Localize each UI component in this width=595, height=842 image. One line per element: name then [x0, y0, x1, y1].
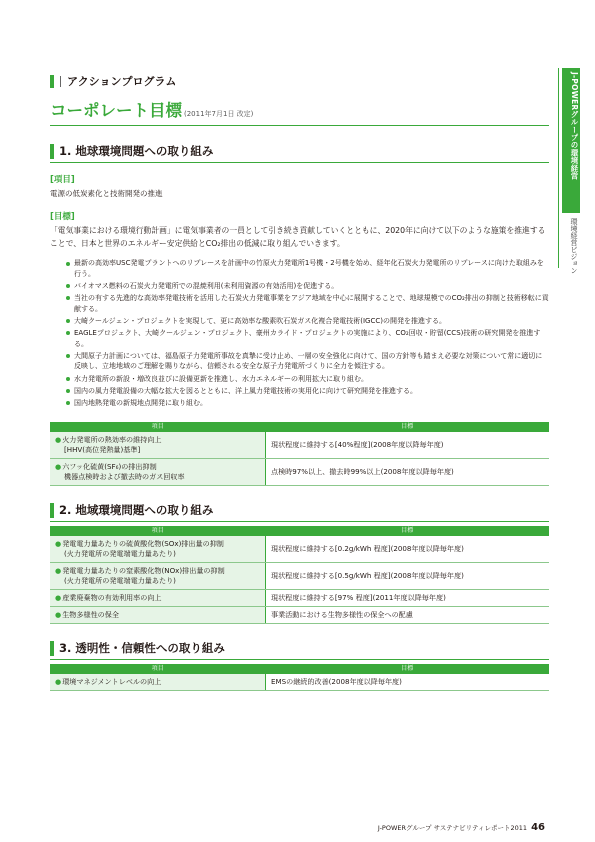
section-separator	[60, 76, 61, 87]
goal-bullet-item: 大崎クールジェン・プロジェクトを実現して、更に高効率な酸素吹石炭ガス化複合発電技術(IGCC)の開発を推進する。	[66, 316, 549, 327]
goal-bullet-item: 国内の風力発電設備の大幅な拡大を図るとともに、洋上風力発電技術の実用化に向けて研究開発を推進する。	[66, 386, 549, 397]
page-content	[50, 74, 549, 691]
page-title-note: (2011年7月1日 改定)	[184, 110, 254, 118]
table-item-line: ●産業廃棄物の有効利用率の向上	[55, 593, 162, 603]
sidebar-sub-label[interactable]: 環境経営ビジョン	[570, 218, 578, 274]
table-header-cell: 項目	[50, 422, 266, 432]
table-item-line: (火力発電所の発電端電力量あたり)	[64, 576, 176, 586]
page-title-text: コーポレート目標	[50, 101, 182, 120]
sidebar-label: J-POWERグループの環境経営	[570, 72, 579, 180]
table-item-cell	[50, 459, 266, 486]
heading-marker	[50, 503, 54, 518]
table-item-line: (火力発電所の発電端電力量あたり)	[64, 549, 176, 559]
table-row	[50, 432, 549, 459]
page-number: 46	[531, 822, 545, 833]
goal-bullet-list	[66, 258, 549, 408]
table-goal-cell: 事業活動における生物多様性の保全への配慮	[266, 607, 550, 624]
bullet-icon: ●	[55, 566, 62, 576]
heading-rule	[50, 162, 549, 163]
title-rule	[50, 125, 549, 126]
item-text: 電源の低炭素化と技術開発の推進	[50, 189, 163, 198]
table-row	[50, 607, 549, 624]
goal-bullet-item: EAGLEプロジェクト、大崎クールジェン・プロジェクト、豪州カライド・プロジェクトの実施により、CO₂回収・貯留(CCS)技術の研究開発を推進する。	[66, 328, 549, 349]
item-tag: [項目]	[50, 175, 75, 185]
section-1-heading-text: 1. 地球環境問題への取り組み	[59, 144, 214, 158]
table-row	[50, 536, 549, 563]
section-3-table	[50, 664, 549, 691]
bullet-icon: ●	[55, 677, 62, 687]
section-label	[50, 74, 549, 88]
footer-text: J-POWERグループ サステナビリティレポート2011	[377, 824, 528, 832]
goal-bullet-item: 大間原子力計画については、福島原子力発電所事故を真摯に受け止め、一層の安全強化に向けて、国の方針等も踏まえ必要な対策について常に適切に反映し、立地地域のご理解を賜りながら、信頼される安全な原子力発電所づくりに全力を傾注する。	[66, 351, 549, 372]
table-row	[50, 674, 549, 691]
table-item-cell	[50, 607, 266, 624]
bullet-icon: ●	[55, 462, 62, 472]
table-item-line: ●生物多様性の保全	[55, 610, 119, 620]
table-goal-cell: 現状程度に維持する[0.2g/kWh 程度](2008年度以降毎年度)	[266, 536, 550, 563]
bullet-icon: ●	[55, 593, 62, 603]
table-item-line: ●環境マネジメントレベルの向上	[55, 677, 162, 687]
goal-bullet-item: バイオマス燃料の石炭火力発電所での混焼利用(未利用資源の有効活用)を促進する。	[66, 281, 549, 292]
table-row	[50, 459, 549, 486]
heading-marker	[50, 641, 54, 656]
goal-bullet-item: 当社の有する先進的な高効率発電技術を活用した石炭火力発電事業をアジア地域を中心に展開することで、地球規模でのCO₂排出の抑制と技術移転に貢献する。	[66, 293, 549, 314]
section-1-table	[50, 422, 549, 486]
footer	[378, 822, 545, 833]
goal-bullet-item: 国内地熱発電の新規地点開発に取り組む。	[66, 398, 549, 409]
section-2-heading-text: 2. 地域環境問題への取り組み	[59, 503, 214, 518]
heading-rule	[50, 521, 549, 522]
table-header-cell: 項目	[50, 664, 266, 674]
heading-marker	[50, 144, 54, 159]
page-title	[50, 97, 549, 121]
table-goal-cell: 点検時97%以上、撤去時99%以上(2008年度以降毎年度)	[266, 459, 550, 486]
table-item-line: [HHV(高位発熱量)基準]	[64, 445, 141, 455]
section-3-heading	[50, 640, 549, 656]
section-3-table-wrap	[50, 664, 549, 691]
section-1-heading	[50, 143, 549, 159]
goal-bullet-item: 最新の高効率USC発電プラントへのリプレースを計画中の竹原火力発電所1号機・2号機を始め、経年化石炭火力発電所のリプレースに向けた取組みを行う。	[66, 258, 549, 279]
heading-rule	[50, 659, 549, 660]
bullet-icon: ●	[55, 610, 62, 620]
table-header-row	[50, 422, 549, 432]
section-label-text: アクションプログラム	[67, 75, 177, 88]
table-row	[50, 563, 549, 590]
section-3-heading-text: 3. 透明性・信頼性への取り組み	[59, 641, 225, 656]
table-header-cell: 目標	[266, 664, 550, 674]
table-item-cell	[50, 563, 266, 590]
table-header-cell: 項目	[50, 526, 266, 536]
table-goal-cell: EMSの継続的改善(2008年度以降毎年度)	[266, 674, 550, 691]
table-goal-cell: 現状程度に維持する[97% 程度](2011年度以降毎年度)	[266, 590, 550, 607]
table-item-line: ●発電電力量あたりの窒素酸化物(NOx)排出量の抑制	[55, 566, 225, 576]
goal-tag: [目標]	[50, 212, 75, 222]
table-item-line: ●火力発電所の熱効率の維持向上	[55, 435, 162, 445]
table-item-line: ●発電電力量あたりの硫黄酸化物(SOx)排出量の抑制	[55, 539, 224, 549]
table-header-cell: 目標	[266, 422, 550, 432]
table-goal-cell: 現状程度に維持する[0.5g/kWh 程度](2008年度以降毎年度)	[266, 563, 550, 590]
bullet-icon: ●	[55, 435, 62, 445]
table-header-cell: 目標	[266, 526, 550, 536]
table-item-cell	[50, 536, 266, 563]
sidebar-rule	[558, 68, 559, 268]
goal-lead: 「電気事業における環境行動計画」に電気事業者の一員として引き続き貢献していくとともに、2020年に向けて以下のような施策を推進することで、日本と世界のエネルギー安定供給とCO₂排出の低減に取り組んでいきます。	[50, 226, 546, 248]
section-2-table-wrap	[50, 526, 549, 624]
section-2-table	[50, 526, 549, 624]
table-row	[50, 590, 549, 607]
table-item-cell	[50, 674, 266, 691]
table-header-row	[50, 526, 549, 536]
table-goal-cell: 現状程度に維持する[40%程度](2008年度以降毎年度)	[266, 432, 550, 459]
section-marker	[50, 75, 54, 88]
table-item-cell	[50, 590, 266, 607]
table-item-line: ●六フッ化硫黄(SF₆)の排出抑制	[55, 462, 157, 472]
table-item-line: 機器点検時および撤去時のガス回収率	[64, 472, 185, 482]
goal-bullet-item: 水力発電所の新設・増改良並びに設備更新を推進し、水力エネルギーの利用拡大に取り組む。	[66, 374, 549, 385]
section-2-heading	[50, 502, 549, 518]
bullet-icon: ●	[55, 539, 62, 549]
table-header-row	[50, 664, 549, 674]
table-item-cell	[50, 432, 266, 459]
section-1-table-wrap	[50, 422, 549, 486]
